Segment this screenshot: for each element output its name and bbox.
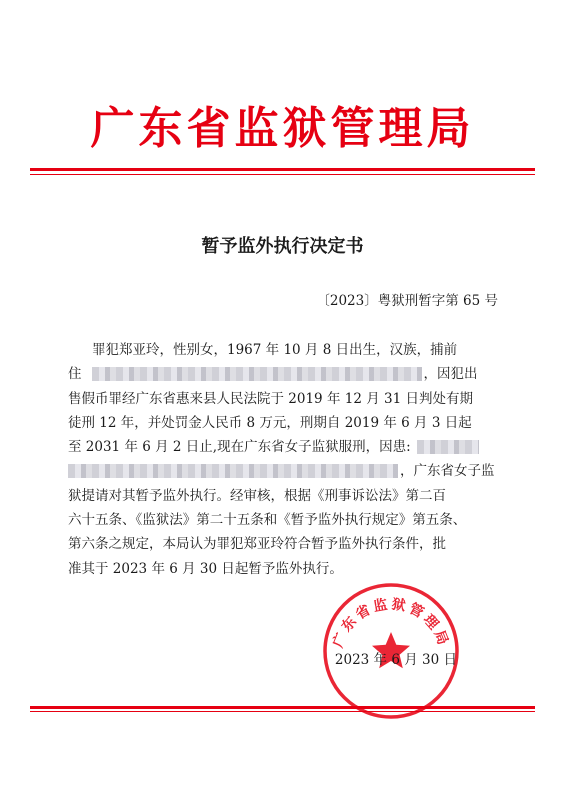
body-line <box>68 484 496 508</box>
header-rule-thick <box>30 168 535 171</box>
body-text: 狱提请对其暂予监外执行。经审核，根据《刑事诉讼法》第二百 <box>68 487 446 504</box>
document-body <box>68 338 496 581</box>
document-title: 暂予监外执行决定书 <box>201 236 364 257</box>
body-line <box>68 557 496 581</box>
footer-rule-thin <box>30 711 535 712</box>
body-text: 第六条之规定，本局认为罪犯郑亚玲符合暂予监外执行条件，批 <box>68 536 446 553</box>
header-rule-thin <box>30 174 535 175</box>
body-text: 徒刑 12 年，并处罚金人民币 8 万元，刑期自 2019 年 6 月 3 日起 <box>68 414 472 431</box>
body-line <box>68 387 496 411</box>
body-line <box>68 508 496 532</box>
body-line <box>68 532 496 556</box>
body-line <box>92 338 496 362</box>
redacted-block <box>68 464 398 478</box>
body-line <box>68 459 496 483</box>
body-text: 准其于 2023 年 6 月 30 日起暂予监外执行。 <box>68 560 343 577</box>
document-date: 2023 年 6 月 30 日 <box>334 652 457 668</box>
body-line <box>68 411 496 435</box>
body-line <box>68 362 496 386</box>
seal-text: 广东省监狱管理局 <box>330 596 452 650</box>
document-number: 〔2023〕粤狱刑暂字第 65 号 <box>316 293 498 309</box>
body-text: 住 <box>68 366 82 383</box>
redacted-block <box>92 367 422 381</box>
body-line <box>68 435 496 459</box>
masthead: 广东省监狱管理局 <box>90 103 475 154</box>
body-text: 六十五条、《监狱法》第二十五条和《暂予监外执行规定》第五条、 <box>68 512 467 529</box>
body-text: 售假币罪经广东省惠来县人民法院于 2019 年 12 月 31 日判处有期 <box>68 390 473 407</box>
body-text: 至 2031 年 6 月 2 日止,现在广东省女子监狱服刑，因患: <box>68 439 411 456</box>
body-text: ，因犯出 <box>423 366 478 383</box>
body-text: ，广东省女子监 <box>400 463 495 480</box>
redacted-block <box>417 440 479 454</box>
footer-rule-thick <box>30 706 535 709</box>
body-text: 罪犯郑亚玲，性别女，1967 年 10 月 8 日出生，汉族，捕前 <box>92 342 458 358</box>
